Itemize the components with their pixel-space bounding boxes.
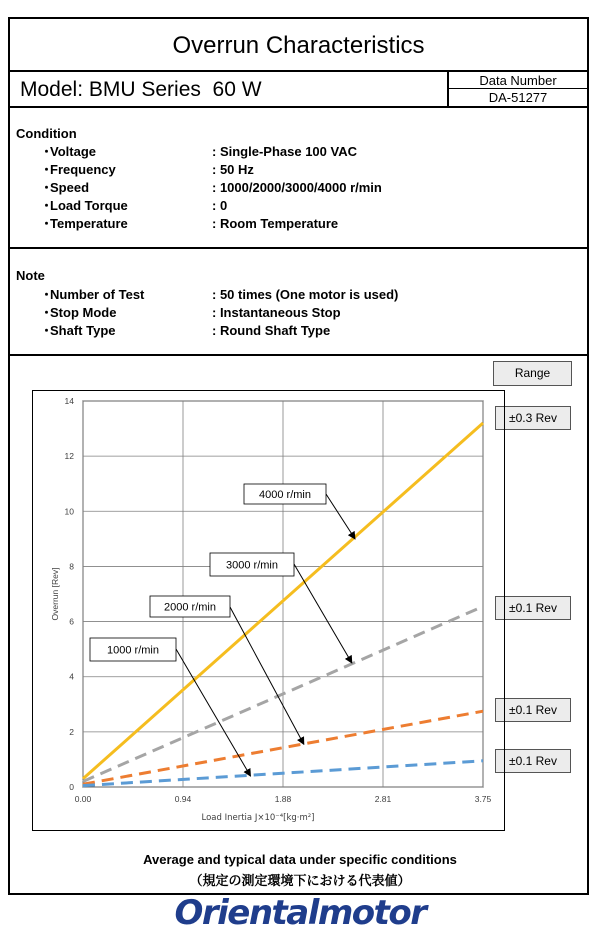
note-row-shaft-type: ・Shaft Type : Round Shaft Type	[40, 323, 331, 338]
y-tick-label: 14	[64, 396, 74, 406]
callout-label: 1000 r/min	[107, 644, 159, 657]
x-tick-label: 3.75	[474, 794, 492, 804]
row-value: : 1000/2000/3000/4000 r/min	[212, 180, 382, 195]
condition-row-temperature: ・Temperature : Room Temperature	[40, 216, 339, 231]
page-title: Overrun Characteristics	[10, 19, 587, 72]
x-tick-label: 0.00	[74, 794, 92, 804]
condition-row-speed: ・Speed : 1000/2000/3000/4000 r/min	[40, 180, 382, 195]
x-tick-label: 2.81	[374, 794, 392, 804]
callout-label: 2000 r/min	[164, 601, 216, 614]
row-value: : 0	[212, 198, 228, 213]
y-axis-label: Overrun [Rev]	[50, 567, 60, 621]
range-box-1000: ±0.1 Rev	[495, 749, 571, 773]
x-tick-label: 1.88	[274, 794, 292, 804]
condition-heading: Condition	[16, 126, 77, 141]
note-heading: Note	[16, 268, 45, 283]
y-tick-label: 4	[69, 671, 74, 682]
callout-arrow	[294, 564, 352, 663]
condition-row-frequency: ・Frequency : 50 Hz	[40, 162, 254, 177]
row-label: Stop Mode	[50, 305, 117, 320]
x-axis-label: Load Inertia J×10⁻⁴[kg·m²]	[201, 813, 315, 823]
range-box-4000: ±0.3 Rev	[495, 406, 571, 430]
row-value: : Single-Phase 100 VAC	[212, 144, 357, 159]
y-tick-label: 12	[64, 451, 74, 462]
row-value: : Round Shaft Type	[212, 323, 331, 338]
callout-label: 4000 r/min	[259, 489, 311, 501]
model-label: Model: BMU Series 60 W	[20, 78, 262, 101]
y-tick-label: 6	[69, 616, 74, 627]
note-row-number-of-test: ・Number of Test : 50 times (One motor is used)	[40, 287, 399, 302]
note-row-stop-mode: ・Stop Mode : Instantaneous Stop	[40, 305, 341, 320]
row-label: Frequency	[50, 162, 116, 177]
footer-note-japanese: （規定の測定環境下における代表値）	[189, 873, 411, 888]
row-label: Shaft Type	[50, 323, 116, 338]
callout-arrow	[326, 494, 355, 539]
y-tick-label: 0	[69, 782, 74, 792]
row-label: Speed	[50, 180, 90, 195]
data-number-label: Data Number	[449, 72, 587, 89]
range-box-2000: ±0.1 Rev	[495, 698, 571, 722]
row-value: : Instantaneous Stop	[212, 305, 341, 320]
y-tick-label: 10	[64, 506, 74, 517]
callout-arrow	[176, 649, 250, 776]
row-value: : 50 Hz	[212, 162, 254, 177]
row-value: : 50 times (One motor is used)	[212, 287, 399, 302]
callout-arrow	[230, 607, 304, 744]
x-tick-label: 0.94	[174, 794, 192, 804]
condition-row-load-torque: ・Load Torque : 0	[40, 198, 228, 213]
row-label: Voltage	[50, 144, 96, 159]
condition-row-voltage: ・Voltage : Single-Phase 100 VAC	[40, 144, 357, 159]
callout-label: 3000 r/min	[226, 559, 278, 572]
brand-logo: Orientalmotor	[174, 893, 426, 933]
y-tick-label: 8	[69, 561, 74, 572]
row-value: : Room Temperature	[212, 216, 339, 231]
y-tick-label: 2	[69, 726, 74, 737]
row-label: Number of Test	[50, 287, 145, 302]
data-number-value: DA-51277	[488, 90, 548, 105]
range-box-3000: ±0.1 Rev	[495, 596, 571, 620]
row-label: Load Torque	[50, 198, 128, 213]
footer-note: Average and typical data under specific conditions	[143, 852, 457, 867]
range-header-box: Range	[493, 361, 572, 386]
row-label: Temperature	[50, 216, 128, 231]
